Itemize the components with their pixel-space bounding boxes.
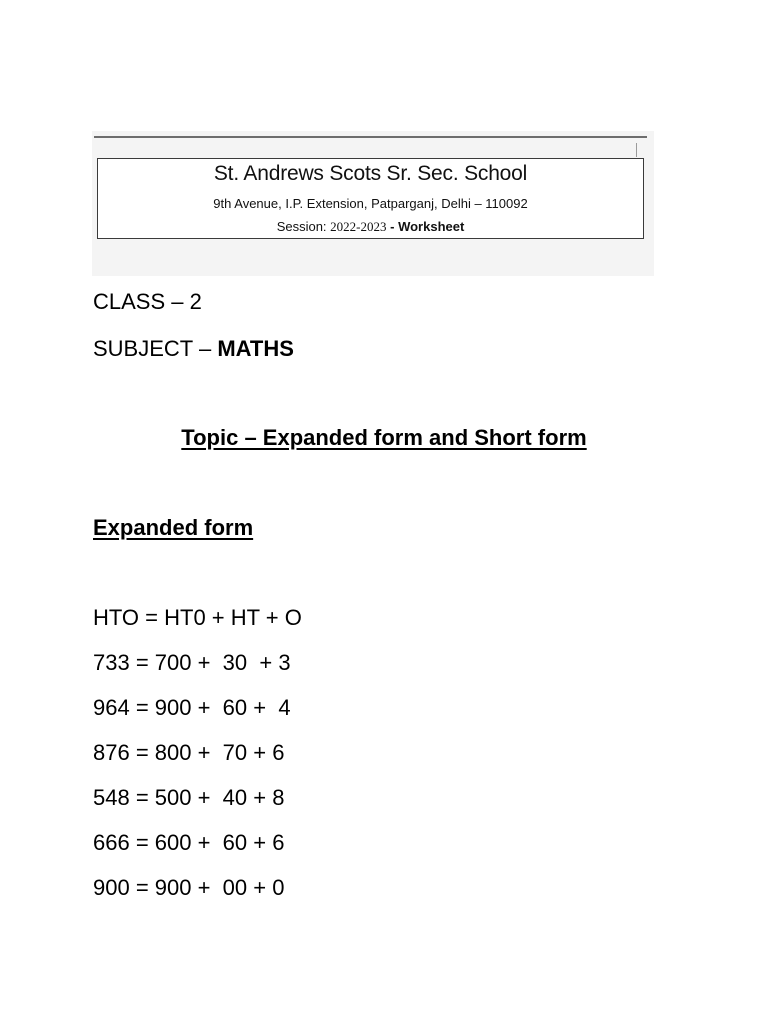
subject-value: MATHS (217, 336, 294, 361)
session-info (98, 219, 643, 235)
subject-line (93, 335, 294, 363)
school-address: 9th Avenue, I.P. Extension, Patparganj, Delhi – 110092 (213, 196, 528, 211)
expansion-line: 733 = 700 + 30 + 3 (93, 650, 291, 675)
letterhead-box (97, 158, 644, 239)
expansion-line: HTO = HT0 + HT + O (93, 605, 302, 630)
worksheet-label: - Worksheet (386, 219, 465, 234)
class-line: CLASS – 2 (93, 289, 202, 314)
session-years: 2022-2023 (330, 219, 387, 234)
expansion-line: 876 = 800 + 70 + 6 (93, 740, 285, 765)
school-letterhead (92, 131, 654, 276)
expansion-line: 964 = 900 + 60 + 4 (93, 695, 291, 720)
session-label: Session: (276, 219, 331, 234)
section-heading-expanded-form: Expanded form (93, 515, 254, 540)
expansion-line: 548 = 500 + 40 + 8 (93, 785, 285, 810)
expansion-line: 900 = 900 + 00 + 0 (93, 875, 285, 900)
letterhead-top-rule (94, 136, 647, 138)
letterhead-tick-mark (636, 143, 637, 157)
subject-label: SUBJECT – (93, 336, 218, 361)
topic-heading: Topic – Expanded form and Short form (181, 425, 587, 450)
school-name: St. Andrews Scots Sr. Sec. School (213, 162, 528, 185)
expansion-line: 666 = 600 + 60 + 6 (93, 830, 285, 855)
